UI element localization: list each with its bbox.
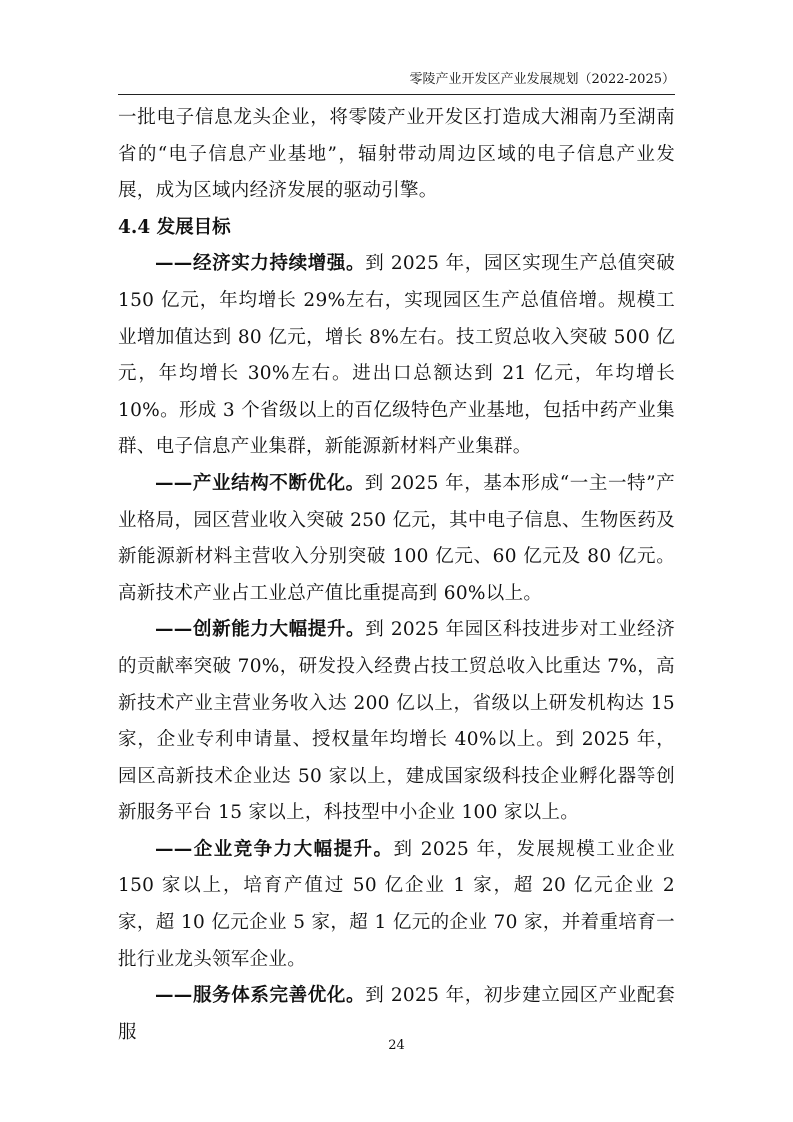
goal-lead: ——创新能力大幅提升。 <box>155 619 366 641</box>
goal-lead: ——产业结构不断优化。 <box>155 472 365 494</box>
goal-text: 到 2025 年园区科技进步对工业经济的贡献率突破 70%，研发投入经费占技工贸总收入比重达 7%，高新技术产业主营业务收入达 200 亿以上，省级以上研发机构达 15 家，企业专利申请量、授权量年均增长 40%以上。到 2025 年，园区高新技术企业达 50 家以上，建成国家级科技企业孵化器等创新服务平台 15 家以上，科技型中小企业 100 家以上。 <box>118 619 675 824</box>
goal-text: 到 2025 年，初步建立园区产业配套服 <box>118 985 675 1043</box>
goal-lead: ——企业竞争力大幅提升。 <box>155 838 394 860</box>
running-header <box>118 72 675 95</box>
goal-paragraph-economy <box>118 246 675 466</box>
header-title: 零陵产业开发区产业发展规划（2022-2025） <box>409 72 675 87</box>
goal-lead: ——服务体系完善优化。 <box>155 985 366 1007</box>
document-body <box>118 100 675 1051</box>
goal-paragraph-competitiveness <box>118 832 675 978</box>
page-number: 24 <box>388 1038 405 1053</box>
intro-paragraph: 一批电子信息龙头企业，将零陵产业开发区打造成大湘南乃至湖南省的“电子信息产业基地”，辐射带动周边区域的电子信息产业发展，成为区域内经济发展的驱动引擎。 <box>118 107 675 202</box>
goal-text: 到 2025 年，发展规模工业企业 150 家以上，培育产值过 50 亿企业 1 家，超 20 亿元企业 2 家，超 10 亿元企业 5 家，超 1 亿元的企业 70 家，并着重培育一批行业龙头领军企业。 <box>118 838 675 970</box>
goal-lead: ——经济实力持续增强。 <box>155 253 366 275</box>
goal-text: 到 2025 年，基本形成“一主一特”产业格局，园区营业收入突破 250 亿元，其中电子信息、生物医药及新能源新材料主营收入分别突破 100 亿元、60 亿元及 80 亿元。高新技术产业占工业总产值比重提高到 60%以上。 <box>118 472 675 604</box>
section-heading: 4.4 发展目标 <box>118 216 231 238</box>
goal-paragraph-innovation <box>118 612 675 832</box>
goal-paragraph-structure <box>118 466 675 612</box>
goal-text: 到 2025 年，园区实现生产总值突破 150 亿元，年均增长 29%左右，实现园区生产总值倍增。规模工业增加值达到 80 亿元，增长 8%左右。技工贸总收入突破 500 亿元，年均增长 30%左右。进出口总额达到 21 亿元，年均增长 10%。形成 3 个省级以上的百亿级特色产业基地，包括中药产业集群、电子信息产业集群，新能源新材料产业集群。 <box>118 253 675 458</box>
